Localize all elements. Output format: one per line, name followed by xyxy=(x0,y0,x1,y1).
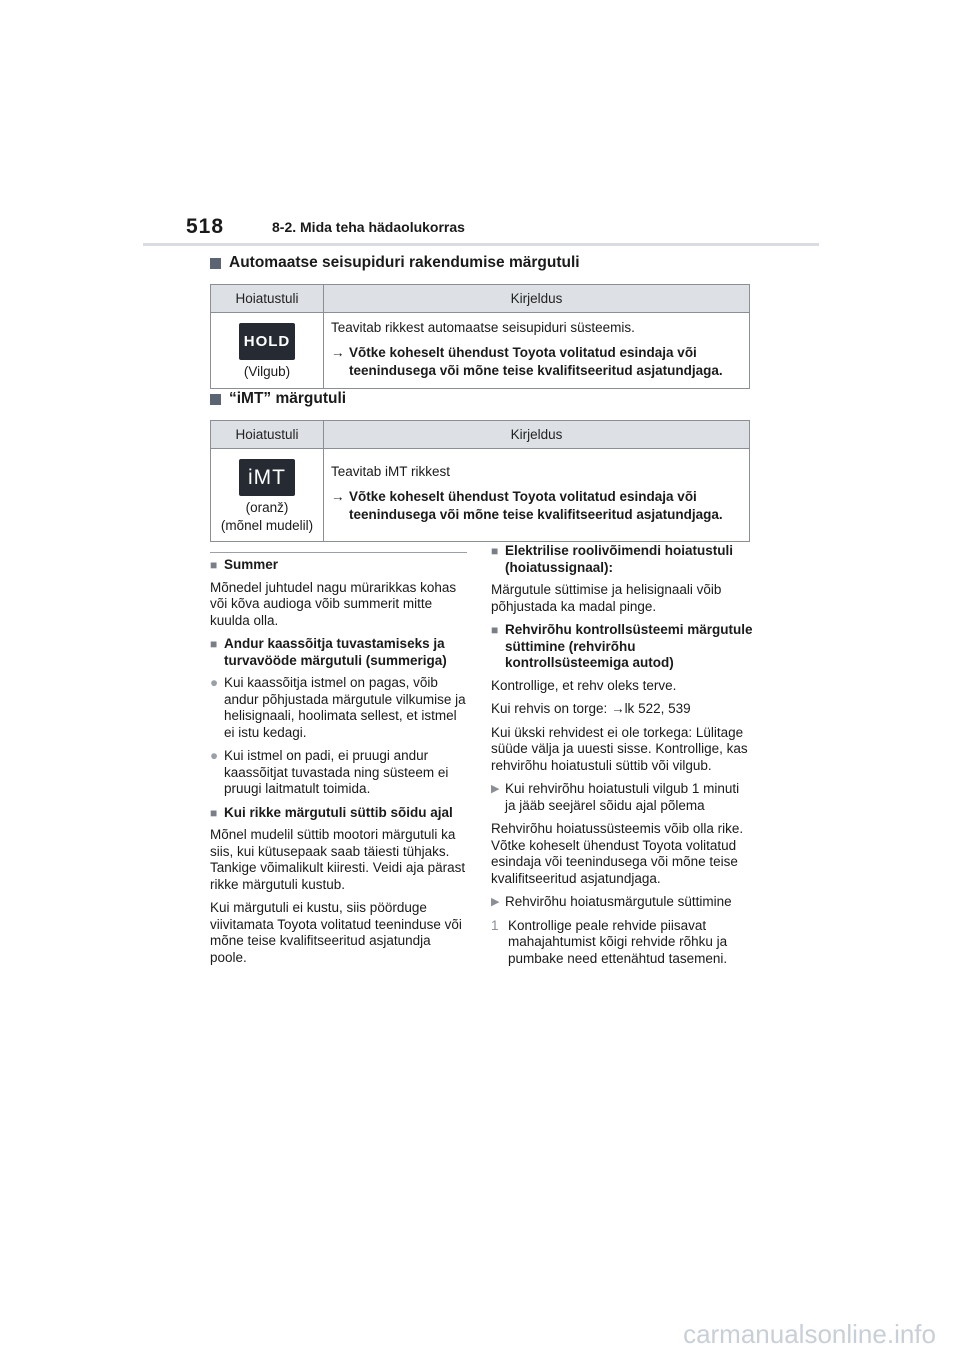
arrow-right-icon: → xyxy=(331,489,345,505)
table-row xyxy=(211,449,750,542)
list-item xyxy=(491,781,753,814)
eps-heading xyxy=(491,543,753,576)
list-item xyxy=(491,894,753,911)
left-column xyxy=(210,557,470,973)
eps-text: Märgutule süttimise ja helisignaali võib põhjustada ka madal pinge. xyxy=(491,582,722,614)
list-item xyxy=(210,748,470,798)
hold-warning-table xyxy=(210,284,750,389)
square-bullet-icon xyxy=(210,394,221,405)
square-bullet-icon: ■ xyxy=(491,544,499,558)
column-header-description: Kirjeldus xyxy=(324,285,750,313)
square-bullet-icon: ■ xyxy=(210,805,218,820)
arrow-right-icon: → xyxy=(331,345,345,361)
square-bullet-icon xyxy=(210,258,221,269)
table-header-row xyxy=(211,285,750,313)
tpws-text-4: Rehvirõhu hoiatussüsteemis võib olla rike. Võtke koheselt ühendust Toyota volitatud esindaja või teenindusega või mõne teise kvalifitseeritud asjatundjaga. xyxy=(491,821,744,886)
summer-heading-text: Summer xyxy=(224,557,279,572)
circle-bullet-icon: ● xyxy=(210,748,219,763)
triangle-right-icon: ▶ xyxy=(491,896,500,908)
step-number: 1 xyxy=(491,917,499,933)
square-bullet-icon: ■ xyxy=(210,637,218,651)
list-item-text: Kui rehvirõhu hoiatustuli vilgub 1 minuti ja jääb seejärel sõidu ajal põlema xyxy=(505,781,740,813)
page-number: 518 xyxy=(186,215,225,238)
fault-text-1: Mõnel mudelil süttib mootori märgutuli ka siis, kui kütusepaak saab täiesti tühjaks. Tankige võimalikult kiiresti. Veidi aja pärast rikke märgutuli kustub. xyxy=(210,827,466,892)
right-column xyxy=(491,543,753,974)
sensor-heading xyxy=(210,636,470,669)
list-item-text: Rehvirõhu hoiatusmärgutule süttimine xyxy=(505,894,732,909)
column-rule xyxy=(210,552,467,553)
section-heading-imt xyxy=(210,390,346,408)
fault-text-2: Kui märgutuli ei kustu, siis pöörduge viivitamata Toyota volitatud teeninduse või mõne teise kvalifitseeritud asjatundja poole. xyxy=(210,900,462,965)
circle-bullet-icon: ● xyxy=(210,675,219,690)
header-rule xyxy=(143,243,819,246)
square-bullet-icon: ■ xyxy=(210,558,218,572)
description-cell xyxy=(324,313,750,389)
description-text: Teavitab iMT rikkest xyxy=(331,464,451,479)
imt-indicator-icon: iMT xyxy=(239,459,295,496)
list-item-text: Kui istmel on padi, ei pruugi andur kaassõitjat tuvastada ning süsteem ei pruugi laitmatult toimida. xyxy=(224,748,449,796)
warning-light-cell xyxy=(211,449,324,542)
tpws-text-1: Kontrollige, et rehv oleks terve. xyxy=(491,677,677,693)
icon-caption xyxy=(212,499,322,540)
square-bullet-icon: ■ xyxy=(491,623,499,637)
tpws-text-3: Kui ükski rehvidest ei ole torkega: Lülitage süüde välja ja uuesti sisse. Kontrollige, kas rehvirõhu hoiatustuli süttib või vilgub. xyxy=(491,724,748,773)
column-header-description: Kirjeldus xyxy=(324,421,750,449)
description-text: Teavitab rikkest automaatse seisupiduri süsteemis. xyxy=(331,320,635,335)
watermark-logo: carmanualsonline.info xyxy=(683,1319,936,1349)
sensor-heading-text: Andur kaassõitja tuvastamiseks ja turvavööde märgutuli (summeriga) xyxy=(224,636,447,668)
fault-heading-text: Kui rikke märgutuli süttib sõidu ajal xyxy=(224,804,453,820)
action-text: Võtke koheselt ühendust Toyota volitatud esindaja või teenindusega või mõne teise kvalifitseeritud asjatundjaga. xyxy=(349,489,723,523)
fault-heading xyxy=(210,805,470,822)
table-row xyxy=(211,313,750,389)
hold-indicator-icon: HOLD xyxy=(239,323,295,360)
triangle-right-icon: ▶ xyxy=(491,783,500,795)
action-line xyxy=(331,488,743,524)
summer-heading xyxy=(210,557,470,574)
section-heading-hold xyxy=(210,254,580,272)
tpws-text-2: Kui rehvis on torge: →lk 522, 539 xyxy=(491,701,691,716)
section-heading-imt-text: “iMT” märgutuli xyxy=(229,390,347,407)
imt-warning-table xyxy=(210,420,750,542)
list-item xyxy=(210,675,470,741)
step-item xyxy=(491,918,753,968)
icon-caption-models: (mõnel mudelil) xyxy=(220,517,314,533)
table-header-row xyxy=(211,421,750,449)
column-header-warning-light: Hoiatustuli xyxy=(211,285,324,313)
warning-light-cell xyxy=(211,313,324,389)
section-heading-hold-text: Automaatse seisupiduri rakendumise märgutuli xyxy=(229,254,580,271)
summer-text: Mõnedel juhtudel nagu mürarikkas kohas või kõva audioga võib summerit mitte kuulda olla. xyxy=(210,579,457,628)
action-line xyxy=(331,344,743,380)
action-text: Võtke koheselt ühendust Toyota volitatud esindaja või teenindusega või mõne teise kvalifitseeritud asjatundjaga. xyxy=(349,345,723,379)
icon-caption-color: (oranž) xyxy=(245,500,289,515)
eps-heading-text: Elektrilise roolivõimendi hoiatustuli (hoiatussignaal): xyxy=(505,543,734,575)
icon-caption: (Vilgub) xyxy=(243,364,291,379)
column-header-warning-light: Hoiatustuli xyxy=(211,421,324,449)
step-text: Kontrollige peale rehvide piisavat mahajahtumist kõigi rehvide rõhku ja pumbake need ettenähtud tasemeni. xyxy=(508,917,728,966)
description-cell xyxy=(324,449,750,542)
tpws-heading xyxy=(491,622,753,672)
list-item-text: Kui kaassõitja istmel on pagas, võib andur põhjustada märgutule vilkumise ja helisignaali, hoolimata sellest, et istmel ei istu kedagi. xyxy=(224,675,466,740)
running-head: 8-2. Mida teha hädaolukorras xyxy=(272,219,465,235)
tpws-heading-text: Rehvirõhu kontrollsüsteemi märgutule süttimine (rehvirõhu kontrollsüsteemiga autod) xyxy=(505,622,753,670)
